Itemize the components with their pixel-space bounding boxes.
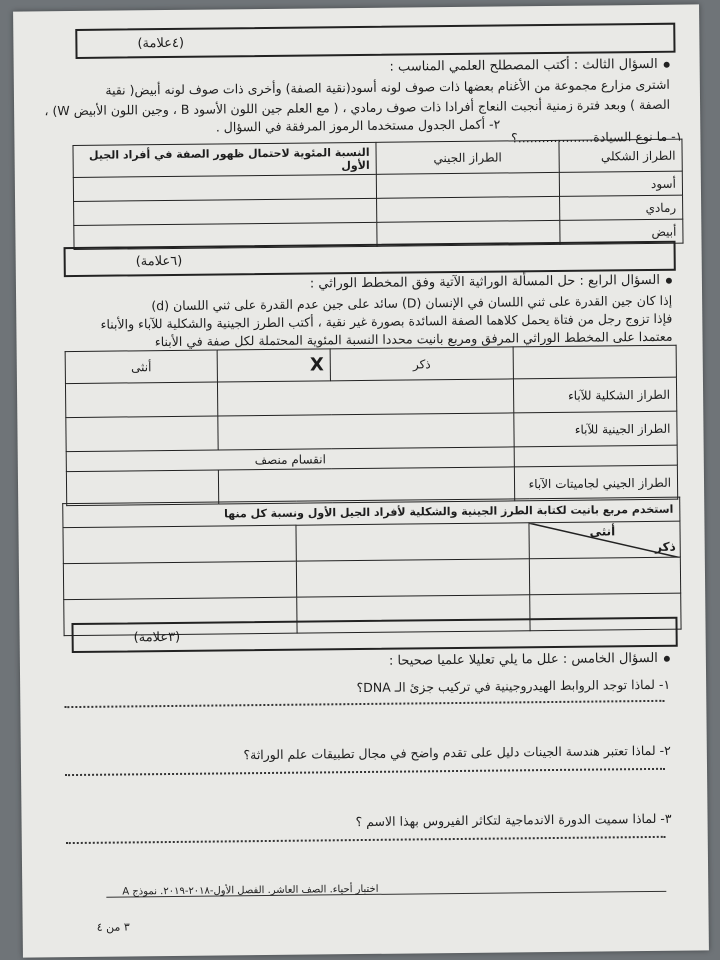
table-cell: أبيض [560, 219, 683, 244]
q4-marks: (٦علامة) [135, 253, 183, 270]
table-header: الطراز الشكلي [559, 139, 682, 172]
male-label [330, 347, 513, 381]
punnett-male-label: ذكر [655, 539, 676, 554]
q5-marks: (٣علامة) [133, 629, 181, 646]
footer-exam-info: اختبار أحياء. الصف العاشر. الفصل الأول-٢٠١٨-٢٠١٩. نموذج A [122, 883, 379, 898]
q4-line2: فإذا تزوج رجل من فتاة يحمل كلاهما الصفة السائدة بصورة غير نقية ، أكتب الطرز الجينية والشكلية للآباء والأبناء [100, 310, 673, 332]
q3-title-text: السؤال الثالث : أكتب المصطلح العلمي المناسب : [389, 56, 658, 75]
q5-title-text: السؤال الخامس : علل ما يلي تعليلا علميا صحيحا : [388, 650, 658, 669]
punnett-corner [529, 521, 680, 559]
genetic-diagram-table [65, 345, 679, 506]
cross-symbol: X [309, 354, 324, 376]
answer-line [65, 767, 665, 776]
exam-page [13, 4, 709, 957]
footer-page-number: ٣ من ٤ [96, 920, 130, 934]
bullet-icon [664, 61, 670, 67]
q5-item-2: ٢- لماذا تعتبر هندسة الجينات دليل على تقدم واضح في مجال تطبيقات علم الوراثة؟ [243, 742, 671, 763]
table-cell: رمادي [560, 195, 683, 220]
bullet-icon [664, 655, 670, 661]
q5-marks-box [71, 617, 677, 653]
row-label-genotype: الطراز الجينية للآباء [514, 411, 677, 447]
q4-title-text: السؤال الرابع : حل المسألة الوراثية الآتية وفق المخطط الوراثي : [309, 272, 660, 292]
q3-marks-box [75, 23, 675, 59]
row-label-gametes: الطراز الجيني لجاميتات الآباء [514, 465, 677, 501]
q3-line1: اشترى مزارع مجموعة من الأغنام بعضها ذات صوف لونه أسود(نقية الصفة) وأخرى ذات صوف لونه أبيض( نقية [105, 76, 670, 98]
q3-line2: الصفة ) وبعد فترة زمنية أنجبت النعاج أفرادا ذات صوف رمادي ، ( مع العلم جين اللون الأسود B ، وجين اللون الأبيض W) ، [44, 96, 671, 119]
q5-item-1: ١- لماذا توجد الروابط الهيدروجينية في تركيب جزئ الـ DNA؟ [356, 676, 671, 696]
q5-title [389, 651, 670, 669]
table-header: الطراز الجيني [376, 140, 559, 174]
punnett-female-label: أنثى [589, 524, 616, 539]
q3-question-1: ١- ما نوع السيادة...................؟ [511, 128, 683, 146]
meiosis-label: انقسام منصف [66, 447, 514, 472]
q3-table [72, 139, 683, 250]
answer-line [64, 699, 664, 708]
q4-title [310, 273, 672, 292]
q4-line1: إذا كان جين القدرة على ثني اللسان في الإنسان (D) سائد على جين عدم القدرة على ثني اللسان (d) [151, 292, 673, 314]
punnett-square [62, 497, 681, 636]
row-label-phenotype: الطراز الشكلية للآباء [513, 377, 676, 413]
female-label-text: أنثى [131, 359, 152, 374]
table-header: النسبة المئوية لاحتمال ظهور الصفة في أفراد الجيل الأول [73, 142, 376, 177]
punnett-title: استخدم مربع بانيت لكتابة الطرز الجينية والشكلية لأفراد الجيل الأول ونسبة كل منها [63, 497, 680, 527]
bullet-icon [666, 277, 672, 283]
male-label-text: ذكر [412, 356, 431, 371]
q5-item-3: ٣- لماذا سميت الدورة الاندماجية لتكاثر الفيروس بهذا الاسم ؟ [355, 810, 672, 830]
cross-cell [217, 349, 330, 382]
q3-question-2: ٢- أكمل الجدول مستخدما الرموز المرفقة في السؤال . [215, 116, 501, 135]
q4-line3: معتمدا على المخطط الوراثي المرفق ومربع بانيت محددا النسبة المئوية المحتملة لكل صفة في الأبناء [154, 328, 673, 350]
table-cell: أسود [559, 171, 682, 196]
female-label [65, 350, 217, 384]
answer-line [66, 835, 666, 844]
q3-title [389, 57, 669, 75]
q4-marks-box [64, 241, 676, 277]
q3-marks: (٤علامة) [137, 35, 185, 52]
